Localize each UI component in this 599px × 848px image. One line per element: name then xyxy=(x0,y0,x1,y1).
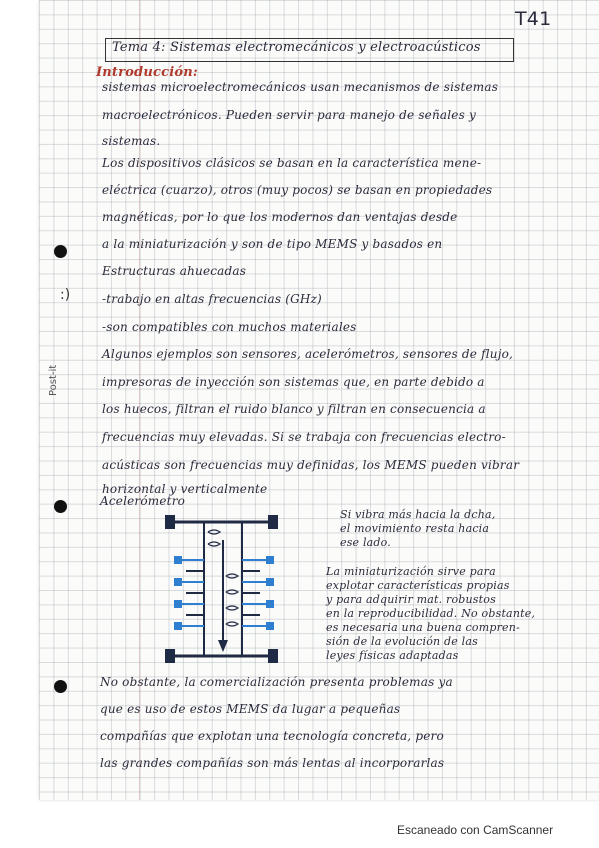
diagram-text-line: La miniaturización sirve para xyxy=(326,565,496,578)
text-line: a la miniaturización y son de tipo MEMS y basados en xyxy=(102,237,443,251)
text-line: sistemas. xyxy=(102,134,161,148)
diagram-note-line: ese lado. xyxy=(340,536,392,549)
text-line: No obstante, la comercialización presenta problemas ya xyxy=(100,675,453,689)
diagram-text-line: sión de la evolución de las xyxy=(326,635,478,648)
side-brand: Post-it xyxy=(48,364,59,396)
diagram-note-line: Si vibra más hacia la dcha, xyxy=(340,508,496,521)
section-heading: Introducción: xyxy=(96,65,198,80)
accelerometer-diagram xyxy=(160,510,290,668)
diagram-text-line: y para adquirir mat. robustos xyxy=(326,593,496,606)
text-line: -son compatibles con muchos materiales xyxy=(102,320,357,334)
diagram-text-line: en la reproducibilidad. No obstante, xyxy=(326,607,536,620)
text-line: impresoras de inyección son sistemas que, en parte debido a xyxy=(102,375,485,389)
text-line: horizontal y verticalmente xyxy=(102,482,268,496)
punch-hole-icon xyxy=(54,680,67,693)
text-line: macroelectrónicos. Pueden servir para manejo de señales y xyxy=(102,108,476,122)
diagram-note-line: el movimiento resta hacia xyxy=(340,522,490,535)
text-line: frecuencias muy elevadas. Si se trabaja con frecuencias electro- xyxy=(102,430,506,444)
text-line: sistemas microelectromecánicos usan mecanismos de sistemas xyxy=(102,80,499,94)
punch-hole-icon xyxy=(54,500,67,513)
text-line: magnéticas, por lo que los modernos dan ventajas desde xyxy=(102,210,458,224)
text-line: eléctrica (cuarzo), otros (muy pocos) se basan en propiedades xyxy=(102,183,493,197)
diagram-text-line: leyes físicas adaptadas xyxy=(326,649,459,662)
text-line: Algunos ejemplos son sensores, acelerómetros, sensores de flujo, xyxy=(102,347,514,361)
text-line: los huecos, filtran el ruido blanco y filtran en consecuencia a xyxy=(102,402,486,416)
text-line: que es uso de estos MEMS da lugar a pequeñas xyxy=(100,702,401,716)
margin-mark: :) xyxy=(60,287,71,303)
text-line: las grandes compañías son más lentas al incorporarlas xyxy=(100,756,445,770)
page-code: T41 xyxy=(515,8,552,30)
diagram-label: Acelerómetro xyxy=(100,494,186,508)
diagram-text-line: explotar características propias xyxy=(326,579,510,592)
text-line: acústicas son frecuencias muy definidas, los MEMS pueden vibrar xyxy=(102,458,520,472)
text-line: Los dispositivos clásicos se basan en la característica mene- xyxy=(102,156,482,170)
text-line: compañías que explotan una tecnología concreta, pero xyxy=(100,729,444,743)
scanner-footer: Escaneado con CamScanner xyxy=(397,823,554,837)
page-title: Tema 4: Sistemas electromecánicos y electroacústicos xyxy=(112,40,481,55)
punch-hole-icon xyxy=(54,245,67,258)
text-line: -trabajo en altas frecuencias (GHz) xyxy=(102,292,322,306)
text-line: Estructuras ahuecadas xyxy=(102,264,247,278)
diagram-text-line: es necesaria una buena compren- xyxy=(326,621,520,634)
